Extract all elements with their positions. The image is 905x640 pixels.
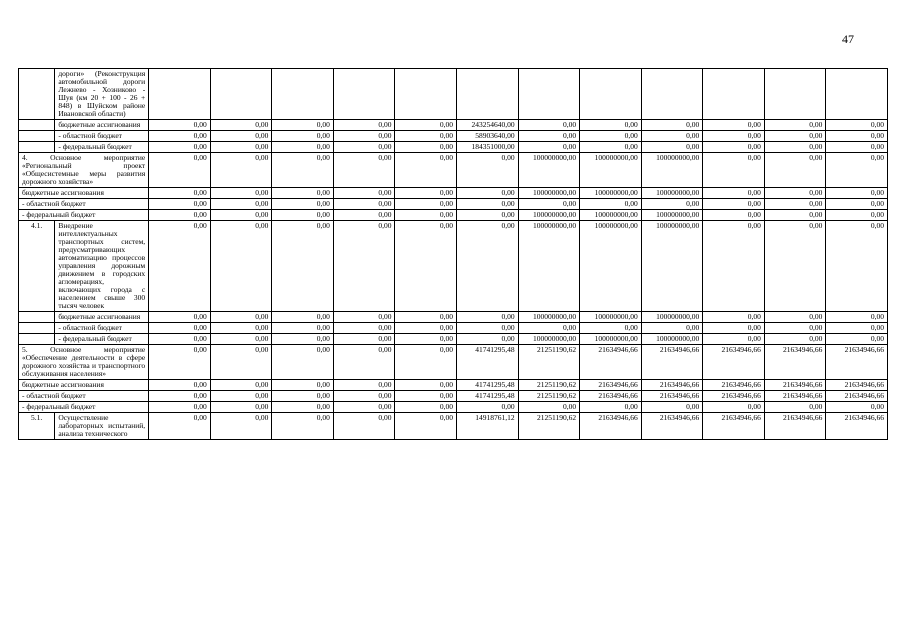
value-cell: 0,00 [333, 210, 395, 221]
value-cell [272, 69, 334, 120]
value-cell: 0,00 [826, 131, 888, 142]
value-cell [580, 69, 642, 120]
value-cell: 0,00 [333, 221, 395, 312]
value-cell: 21634946,66 [703, 345, 765, 380]
value-cell: 0,00 [641, 402, 703, 413]
value-cell: 0,00 [210, 413, 272, 440]
value-cell: 0,00 [149, 120, 211, 131]
value-cell: 0,00 [272, 334, 334, 345]
value-cell: 0,00 [703, 312, 765, 323]
row-label: бюджетные ассигнования [55, 312, 149, 323]
value-cell: 0,00 [272, 323, 334, 334]
budget-table [18, 68, 888, 440]
value-cell: 0,00 [826, 199, 888, 210]
value-cell: 0,00 [580, 131, 642, 142]
value-cell: 0,00 [210, 120, 272, 131]
value-cell: 0,00 [333, 380, 395, 391]
value-cell: 21634946,66 [641, 413, 703, 440]
value-cell: 0,00 [703, 153, 765, 188]
row-code [19, 120, 55, 131]
value-cell: 0,00 [149, 391, 211, 402]
value-cell: 0,00 [457, 210, 519, 221]
value-cell: 0,00 [272, 413, 334, 440]
value-cell: 0,00 [149, 188, 211, 199]
value-cell: 0,00 [703, 199, 765, 210]
table-row [19, 153, 888, 188]
row-label: - областной бюджет [19, 199, 149, 210]
table-row [19, 131, 888, 142]
value-cell: 0,00 [210, 391, 272, 402]
table-row [19, 188, 888, 199]
value-cell: 100000000,00 [641, 221, 703, 312]
value-cell: 0,00 [333, 334, 395, 345]
value-cell: 0,00 [395, 153, 457, 188]
value-cell: 0,00 [580, 323, 642, 334]
table-row [19, 69, 888, 120]
value-cell: 0,00 [210, 323, 272, 334]
value-cell: 0,00 [210, 345, 272, 380]
table-row [19, 142, 888, 153]
value-cell: 0,00 [641, 120, 703, 131]
value-cell: 0,00 [641, 142, 703, 153]
value-cell: 0,00 [826, 221, 888, 312]
value-cell: 0,00 [149, 153, 211, 188]
value-cell: 0,00 [333, 402, 395, 413]
value-cell: 100000000,00 [580, 188, 642, 199]
value-cell: 0,00 [333, 131, 395, 142]
row-label: - областной бюджет [55, 131, 149, 142]
value-cell: 0,00 [395, 323, 457, 334]
value-cell: 0,00 [518, 120, 580, 131]
value-cell: 100000000,00 [580, 153, 642, 188]
row-label: - федеральный бюджет [19, 402, 149, 413]
value-cell: 0,00 [826, 153, 888, 188]
table-row [19, 323, 888, 334]
value-cell: 0,00 [764, 188, 826, 199]
value-cell: 21634946,66 [703, 391, 765, 402]
row-code [19, 69, 55, 120]
value-cell: 0,00 [210, 131, 272, 142]
value-cell: 100000000,00 [518, 210, 580, 221]
value-cell: 41741295,48 [457, 380, 519, 391]
row-label: 4. Основное мероприятие «Региональный проект «Общесистемные меры развития дорожного хозяйства» [19, 153, 149, 188]
row-code [19, 323, 55, 334]
value-cell: 0,00 [272, 312, 334, 323]
value-cell: 0,00 [395, 312, 457, 323]
value-cell: 58903640,00 [457, 131, 519, 142]
value-cell: 0,00 [826, 188, 888, 199]
row-code [19, 334, 55, 345]
value-cell: 21634946,66 [826, 413, 888, 440]
value-cell: 0,00 [395, 142, 457, 153]
value-cell: 0,00 [826, 402, 888, 413]
value-cell: 0,00 [703, 402, 765, 413]
row-label: дороги» (Реконструкция автомобильной дороги Лежнево - Хозниково - Шуя (км 20 + 100 - 26 + 848) в Шуйском районе Ивановской области) [55, 69, 149, 120]
value-cell: 0,00 [518, 402, 580, 413]
value-cell: 0,00 [333, 312, 395, 323]
value-cell: 0,00 [580, 199, 642, 210]
value-cell: 0,00 [764, 221, 826, 312]
value-cell: 184351000,00 [457, 142, 519, 153]
value-cell: 0,00 [395, 120, 457, 131]
value-cell: 0,00 [272, 199, 334, 210]
value-cell: 0,00 [149, 142, 211, 153]
value-cell [764, 69, 826, 120]
value-cell [333, 69, 395, 120]
value-cell: 0,00 [395, 345, 457, 380]
table-row [19, 221, 888, 312]
value-cell [703, 69, 765, 120]
value-cell [149, 69, 211, 120]
value-cell: 0,00 [333, 345, 395, 380]
value-cell: 0,00 [764, 199, 826, 210]
value-cell: 0,00 [395, 334, 457, 345]
row-label: - областной бюджет [19, 391, 149, 402]
value-cell: 100000000,00 [518, 221, 580, 312]
value-cell: 0,00 [518, 199, 580, 210]
value-cell: 0,00 [395, 221, 457, 312]
table-row [19, 413, 888, 440]
value-cell: 21634946,66 [703, 413, 765, 440]
value-cell: 0,00 [703, 210, 765, 221]
value-cell: 0,00 [272, 120, 334, 131]
value-cell: 0,00 [333, 120, 395, 131]
value-cell: 0,00 [764, 142, 826, 153]
value-cell: 21634946,66 [641, 380, 703, 391]
value-cell: 0,00 [703, 142, 765, 153]
value-cell: 0,00 [272, 402, 334, 413]
value-cell: 0,00 [210, 312, 272, 323]
value-cell: 100000000,00 [518, 334, 580, 345]
value-cell: 0,00 [149, 210, 211, 221]
value-cell: 21634946,66 [580, 413, 642, 440]
value-cell: 0,00 [764, 120, 826, 131]
value-cell: 21634946,66 [764, 413, 826, 440]
value-cell: 0,00 [149, 345, 211, 380]
value-cell: 21634946,66 [764, 345, 826, 380]
value-cell: 0,00 [149, 199, 211, 210]
value-cell: 0,00 [149, 380, 211, 391]
value-cell: 0,00 [764, 323, 826, 334]
row-code [19, 142, 55, 153]
value-cell: 41741295,48 [457, 345, 519, 380]
row-code [19, 131, 55, 142]
value-cell: 0,00 [518, 131, 580, 142]
value-cell: 100000000,00 [641, 210, 703, 221]
value-cell: 21634946,66 [580, 380, 642, 391]
table-row [19, 345, 888, 380]
row-code [19, 312, 55, 323]
value-cell: 21634946,66 [826, 345, 888, 380]
row-label: Внедрение интеллектуальных транспортных систем, предусматривающих автоматизацию процессов управления дорожным движением в городских агломерациях, включающих города с населением свыше 300 тысяч человек [55, 221, 149, 312]
value-cell: 0,00 [764, 210, 826, 221]
value-cell: 0,00 [333, 199, 395, 210]
value-cell: 0,00 [457, 221, 519, 312]
value-cell: 100000000,00 [580, 210, 642, 221]
value-cell: 21634946,66 [641, 391, 703, 402]
table-row [19, 199, 888, 210]
row-label: Осуществление лабораторных испытаний, анализа технического [55, 413, 149, 440]
value-cell: 0,00 [518, 142, 580, 153]
value-cell: 0,00 [457, 199, 519, 210]
value-cell: 0,00 [457, 402, 519, 413]
value-cell: 0,00 [333, 391, 395, 402]
value-cell: 0,00 [272, 391, 334, 402]
row-label: - областной бюджет [55, 323, 149, 334]
row-code: 4.1. [19, 221, 55, 312]
table-row [19, 402, 888, 413]
value-cell: 100000000,00 [580, 221, 642, 312]
value-cell [641, 69, 703, 120]
value-cell: 21634946,66 [580, 391, 642, 402]
value-cell: 0,00 [703, 120, 765, 131]
value-cell: 0,00 [210, 188, 272, 199]
value-cell [395, 69, 457, 120]
value-cell: 100000000,00 [641, 153, 703, 188]
value-cell: 0,00 [149, 221, 211, 312]
value-cell: 0,00 [333, 323, 395, 334]
value-cell: 100000000,00 [641, 334, 703, 345]
value-cell: 0,00 [210, 380, 272, 391]
value-cell: 0,00 [764, 153, 826, 188]
value-cell: 0,00 [395, 413, 457, 440]
page-number: 47 [842, 32, 854, 46]
value-cell: 0,00 [210, 153, 272, 188]
value-cell: 0,00 [272, 131, 334, 142]
value-cell: 0,00 [210, 142, 272, 153]
value-cell: 0,00 [826, 210, 888, 221]
value-cell: 0,00 [641, 323, 703, 334]
value-cell: 0,00 [272, 153, 334, 188]
value-cell: 0,00 [272, 142, 334, 153]
table-row [19, 210, 888, 221]
value-cell: 0,00 [149, 323, 211, 334]
value-cell: 21634946,66 [826, 380, 888, 391]
value-cell: 0,00 [210, 199, 272, 210]
value-cell: 21634946,66 [826, 391, 888, 402]
value-cell: 0,00 [457, 153, 519, 188]
value-cell: 21634946,66 [641, 345, 703, 380]
value-cell: 100000000,00 [641, 312, 703, 323]
value-cell: 0,00 [395, 131, 457, 142]
value-cell: 0,00 [210, 402, 272, 413]
value-cell: 0,00 [764, 131, 826, 142]
value-cell: 21634946,66 [703, 380, 765, 391]
value-cell: 100000000,00 [580, 312, 642, 323]
value-cell: 0,00 [703, 131, 765, 142]
row-label: 5. Основное мероприятие «Обеспечение деятельности в сфере дорожного хозяйства и транспортного обслуживания населения» [19, 345, 149, 380]
row-label: - федеральный бюджет [55, 334, 149, 345]
value-cell: 0,00 [580, 402, 642, 413]
value-cell: 14918761,12 [457, 413, 519, 440]
value-cell: 21634946,66 [764, 380, 826, 391]
row-label: - федеральный бюджет [19, 210, 149, 221]
value-cell: 243254640,00 [457, 120, 519, 131]
value-cell: 0,00 [703, 221, 765, 312]
value-cell: 0,00 [826, 312, 888, 323]
table-row [19, 334, 888, 345]
row-label: - федеральный бюджет [55, 142, 149, 153]
value-cell: 0,00 [518, 323, 580, 334]
value-cell: 0,00 [210, 210, 272, 221]
value-cell: 0,00 [272, 380, 334, 391]
value-cell: 0,00 [580, 142, 642, 153]
value-cell: 0,00 [395, 380, 457, 391]
value-cell: 21634946,66 [580, 345, 642, 380]
value-cell: 0,00 [272, 345, 334, 380]
value-cell [457, 69, 519, 120]
value-cell: 100000000,00 [641, 188, 703, 199]
value-cell: 0,00 [764, 312, 826, 323]
value-cell: 0,00 [580, 120, 642, 131]
value-cell: 0,00 [395, 402, 457, 413]
table-row [19, 380, 888, 391]
value-cell: 0,00 [395, 188, 457, 199]
table-row [19, 120, 888, 131]
value-cell: 0,00 [272, 210, 334, 221]
value-cell: 0,00 [703, 334, 765, 345]
row-code: 5.1. [19, 413, 55, 440]
value-cell: 41741295,48 [457, 391, 519, 402]
value-cell: 0,00 [333, 413, 395, 440]
value-cell: 21251190,62 [518, 391, 580, 402]
table-row [19, 391, 888, 402]
value-cell: 0,00 [395, 391, 457, 402]
value-cell: 0,00 [641, 199, 703, 210]
value-cell: 0,00 [457, 323, 519, 334]
value-cell: 0,00 [457, 188, 519, 199]
value-cell: 0,00 [149, 334, 211, 345]
value-cell: 0,00 [210, 221, 272, 312]
value-cell: 21634946,66 [764, 391, 826, 402]
value-cell: 0,00 [149, 413, 211, 440]
value-cell: 0,00 [395, 199, 457, 210]
value-cell: 100000000,00 [518, 188, 580, 199]
value-cell: 0,00 [149, 312, 211, 323]
value-cell: 0,00 [826, 142, 888, 153]
value-cell: 0,00 [210, 334, 272, 345]
value-cell: 0,00 [333, 188, 395, 199]
value-cell: 0,00 [703, 323, 765, 334]
value-cell: 0,00 [641, 131, 703, 142]
value-cell: 0,00 [703, 188, 765, 199]
value-cell: 0,00 [333, 153, 395, 188]
value-cell: 0,00 [149, 402, 211, 413]
row-label: бюджетные ассигнования [19, 188, 149, 199]
value-cell: 0,00 [764, 402, 826, 413]
value-cell: 0,00 [826, 323, 888, 334]
value-cell: 0,00 [149, 131, 211, 142]
value-cell: 100000000,00 [580, 334, 642, 345]
value-cell: 0,00 [826, 334, 888, 345]
value-cell: 21251190,62 [518, 380, 580, 391]
value-cell: 0,00 [457, 334, 519, 345]
value-cell: 0,00 [333, 142, 395, 153]
value-cell: 21251190,62 [518, 413, 580, 440]
value-cell: 100000000,00 [518, 153, 580, 188]
row-label: бюджетные ассигнования [55, 120, 149, 131]
value-cell: 0,00 [826, 120, 888, 131]
value-cell: 100000000,00 [518, 312, 580, 323]
value-cell [518, 69, 580, 120]
value-cell: 0,00 [272, 188, 334, 199]
value-cell: 21251190,62 [518, 345, 580, 380]
row-label: бюджетные ассигнования [19, 380, 149, 391]
value-cell [210, 69, 272, 120]
value-cell: 0,00 [395, 210, 457, 221]
table-row [19, 312, 888, 323]
value-cell: 0,00 [457, 312, 519, 323]
value-cell [826, 69, 888, 120]
value-cell: 0,00 [764, 334, 826, 345]
value-cell: 0,00 [272, 221, 334, 312]
